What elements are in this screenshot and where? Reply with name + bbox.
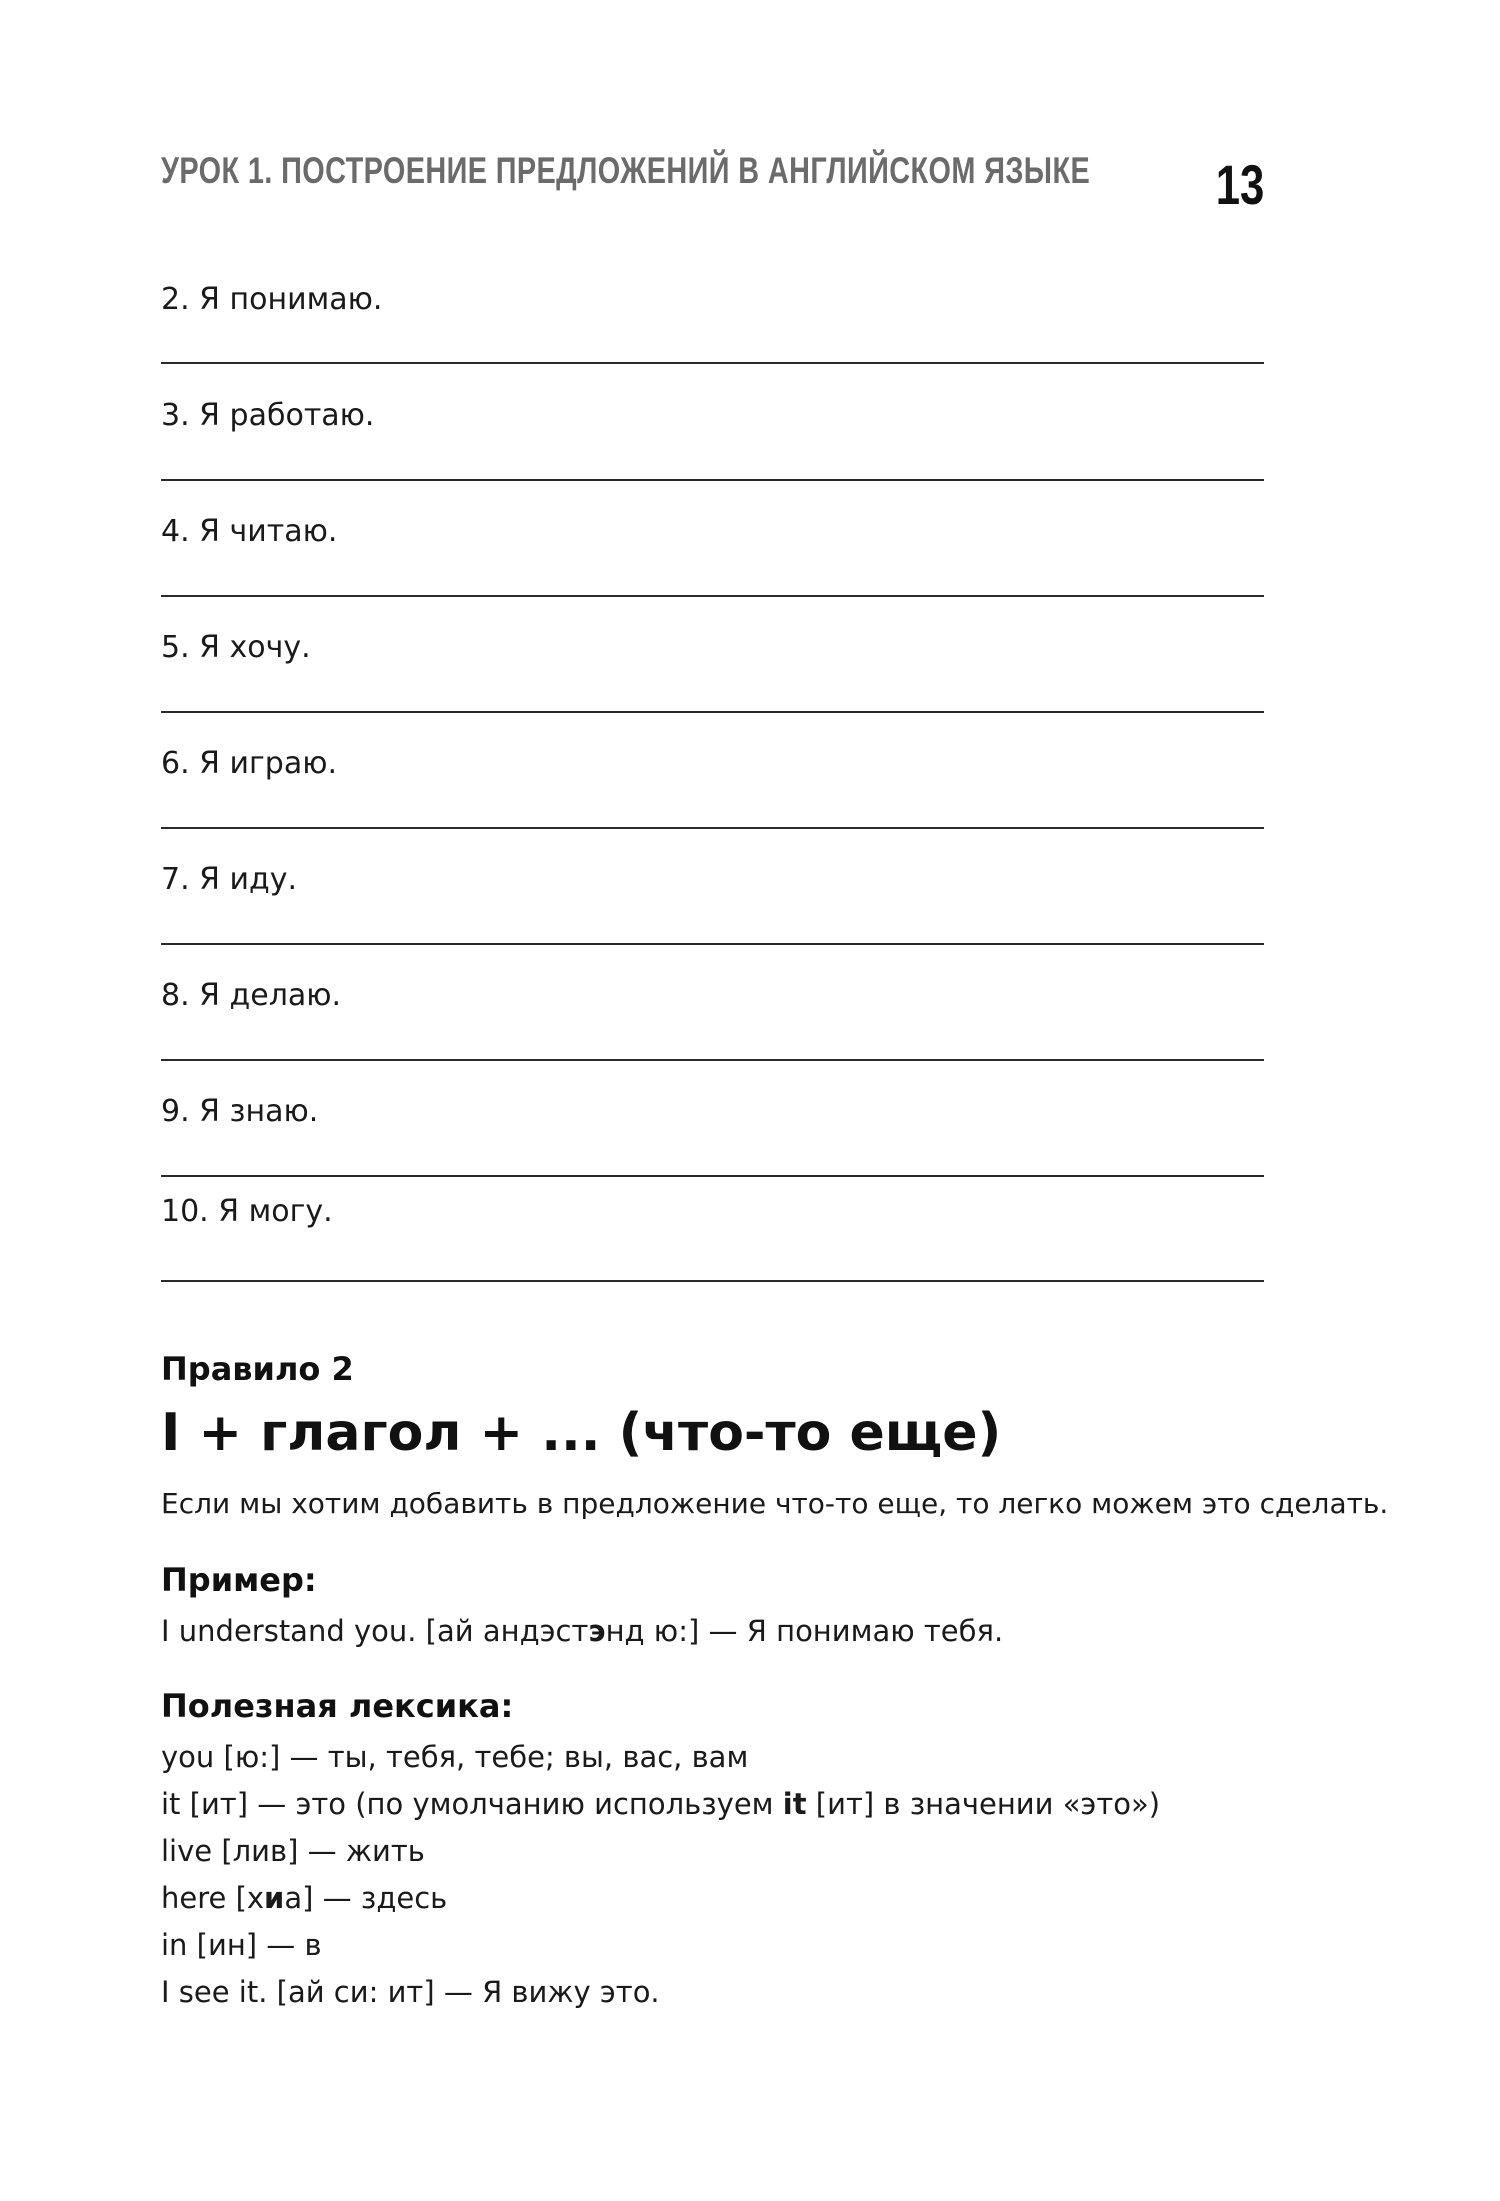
example-heading: Пример: xyxy=(161,1561,317,1599)
exercise-text: 7. Я иду. xyxy=(161,862,298,897)
answer-line[interactable] xyxy=(161,827,1264,829)
vocab-line-live: live [лив] — жить xyxy=(161,1834,425,1868)
example-line xyxy=(161,1614,1003,1648)
example-text-end: нд ю:] — Я понимаю тебя. xyxy=(605,1614,1004,1648)
exercise-text: 10. Я могу. xyxy=(161,1194,333,1229)
page-number: 13 xyxy=(1215,153,1264,216)
vocab-line-here xyxy=(161,1881,447,1915)
vocab-it-bold: it xyxy=(782,1787,807,1821)
example-stress-letter: э xyxy=(588,1614,606,1648)
vocab-line-see: I see it. [ай си: ит] — Я вижу это. xyxy=(161,1975,660,2009)
example-text-start: I understand you. [ай андэст xyxy=(161,1614,589,1648)
vocab-here-end: а] — здесь xyxy=(284,1881,448,1915)
vocab-it-start: it [ит] — это (по умолчанию используем xyxy=(161,1787,783,1821)
answer-line[interactable] xyxy=(161,943,1264,945)
answer-line[interactable] xyxy=(161,595,1264,597)
rule-title: I + глагол + ... (что-то еще) xyxy=(161,1403,1002,1463)
answer-line[interactable] xyxy=(161,1280,1264,1282)
answer-line[interactable] xyxy=(161,1059,1264,1061)
answer-line[interactable] xyxy=(161,362,1264,364)
vocab-line-in: in [ин] — в xyxy=(161,1928,322,1962)
vocabulary-heading: Полезная лексика: xyxy=(161,1687,514,1725)
running-header-title: УРОК 1. ПОСТРОЕНИЕ ПРЕДЛОЖЕНИЙ В АНГЛИЙСКОМ ЯЗЫКЕ xyxy=(161,150,1091,191)
exercise-text: 9. Я знаю. xyxy=(161,1094,319,1129)
vocab-here-stress: и xyxy=(264,1881,285,1915)
vocab-here-start: here [х xyxy=(161,1881,265,1915)
vocab-line-it xyxy=(161,1787,1160,1821)
exercise-text: 6. Я играю. xyxy=(161,746,338,781)
rule-label: Правило 2 xyxy=(161,1350,354,1388)
answer-line[interactable] xyxy=(161,1175,1264,1177)
vocab-line-you: you [ю:] — ты, тебя, тебе; вы, вас, вам xyxy=(161,1740,749,1774)
vocab-it-end: [ит] в значении «это») xyxy=(806,1787,1161,1821)
answer-line[interactable] xyxy=(161,711,1264,713)
answer-line[interactable] xyxy=(161,479,1264,481)
exercise-text: 8. Я делаю. xyxy=(161,978,342,1013)
rule-intro: Если мы хотим добавить в предложение что-то еще, то легко можем это сделать. xyxy=(161,1487,1389,1520)
exercise-text: 5. Я хочу. xyxy=(161,630,311,665)
exercise-text: 2. Я понимаю. xyxy=(161,282,383,317)
exercise-text: 3. Я работаю. xyxy=(161,398,375,433)
exercise-text: 4. Я читаю. xyxy=(161,514,338,549)
